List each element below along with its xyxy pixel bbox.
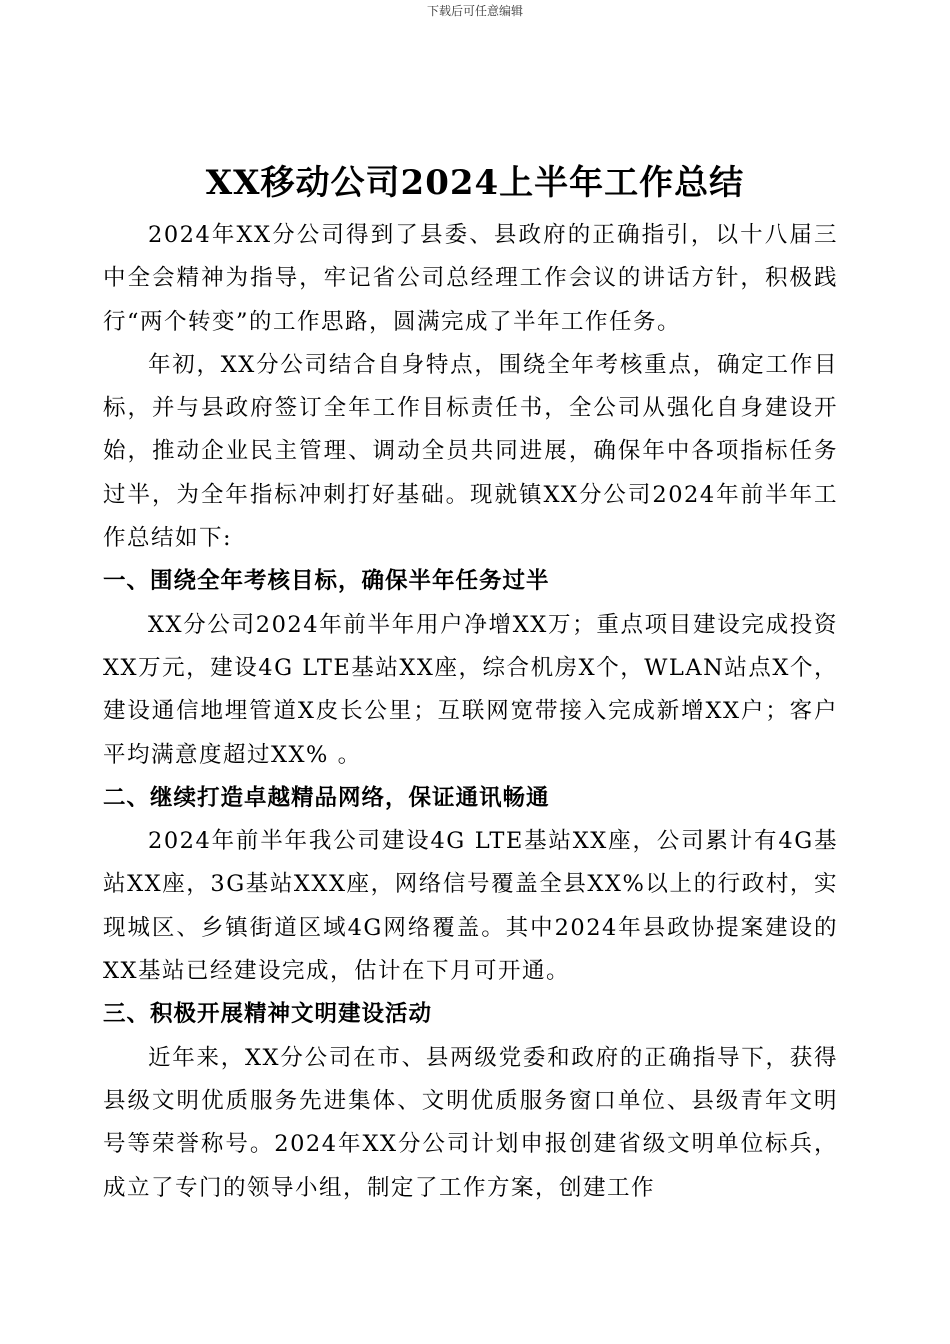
section-1-heading: 一、围绕全年考核目标，确保半年任务过半: [103, 568, 550, 595]
document-body: [103, 214, 838, 1210]
intro-paragraph-2: 年初，XX分公司结合自身特点，围绕全年考核重点，确定工作目标，并与县政府签订全年工作目标责任书，全公司从强化自身建设开始，推动企业民主管理、调动全员共同进展，确保年中各项指标任务过半，为全年指标冲刺打好基础。现就镇XX分公司2024年前半年工作总结如下:: [103, 351, 838, 552]
header-note: 下载后可任意编辑: [426, 4, 523, 18]
section-2-body: 2024年前半年我公司建设4G LTE基站XX座，公司累计有4G基站XX座，3G基站XXX座，网络信号覆盖全县XX%以上的行政村，实现城区、乡镇街道区域4G网络覆盖。其中2024年县政协提案建设的XX基站已经建设完成，估计在下月可开通。: [103, 828, 838, 985]
section-2-heading: 二、继续打造卓越精品网络，保证通讯畅通: [103, 784, 550, 811]
section-1-body: XX分公司2024年前半年用户净增XX万；重点项目建设完成投资XX万元，建设4G LTE基站XX座，综合机房X个，WLAN站点X个，建设通信地埋管道X皮长公里；互联网宽带接入完成新增XX户；客户平均满意度超过XX% 。: [103, 611, 838, 768]
intro-paragraph-1: 2024年XX分公司得到了县委、县政府的正确指引，以十八届三中全会精神为指导，牢记省公司总经理工作会议的讲话方针，积极践行“两个转变”的工作思路，圆满完成了半年工作任务。: [103, 222, 838, 335]
section-3-heading: 三、积极开展精神文明建设活动: [103, 1001, 433, 1028]
section-3-body: 近年来，XX分公司在市、县两级党委和政府的正确指导下，获得县级文明优质服务先进集体、文明优质服务窗口单位、县级青年文明号等荣誉称号。2024年XX分公司计划申报创建省级文明单位标兵，成立了专门的领导小组，制定了工作方案，创建工作: [103, 1044, 838, 1201]
document-title: XX移动公司2024上半年工作总结: [205, 163, 745, 203]
